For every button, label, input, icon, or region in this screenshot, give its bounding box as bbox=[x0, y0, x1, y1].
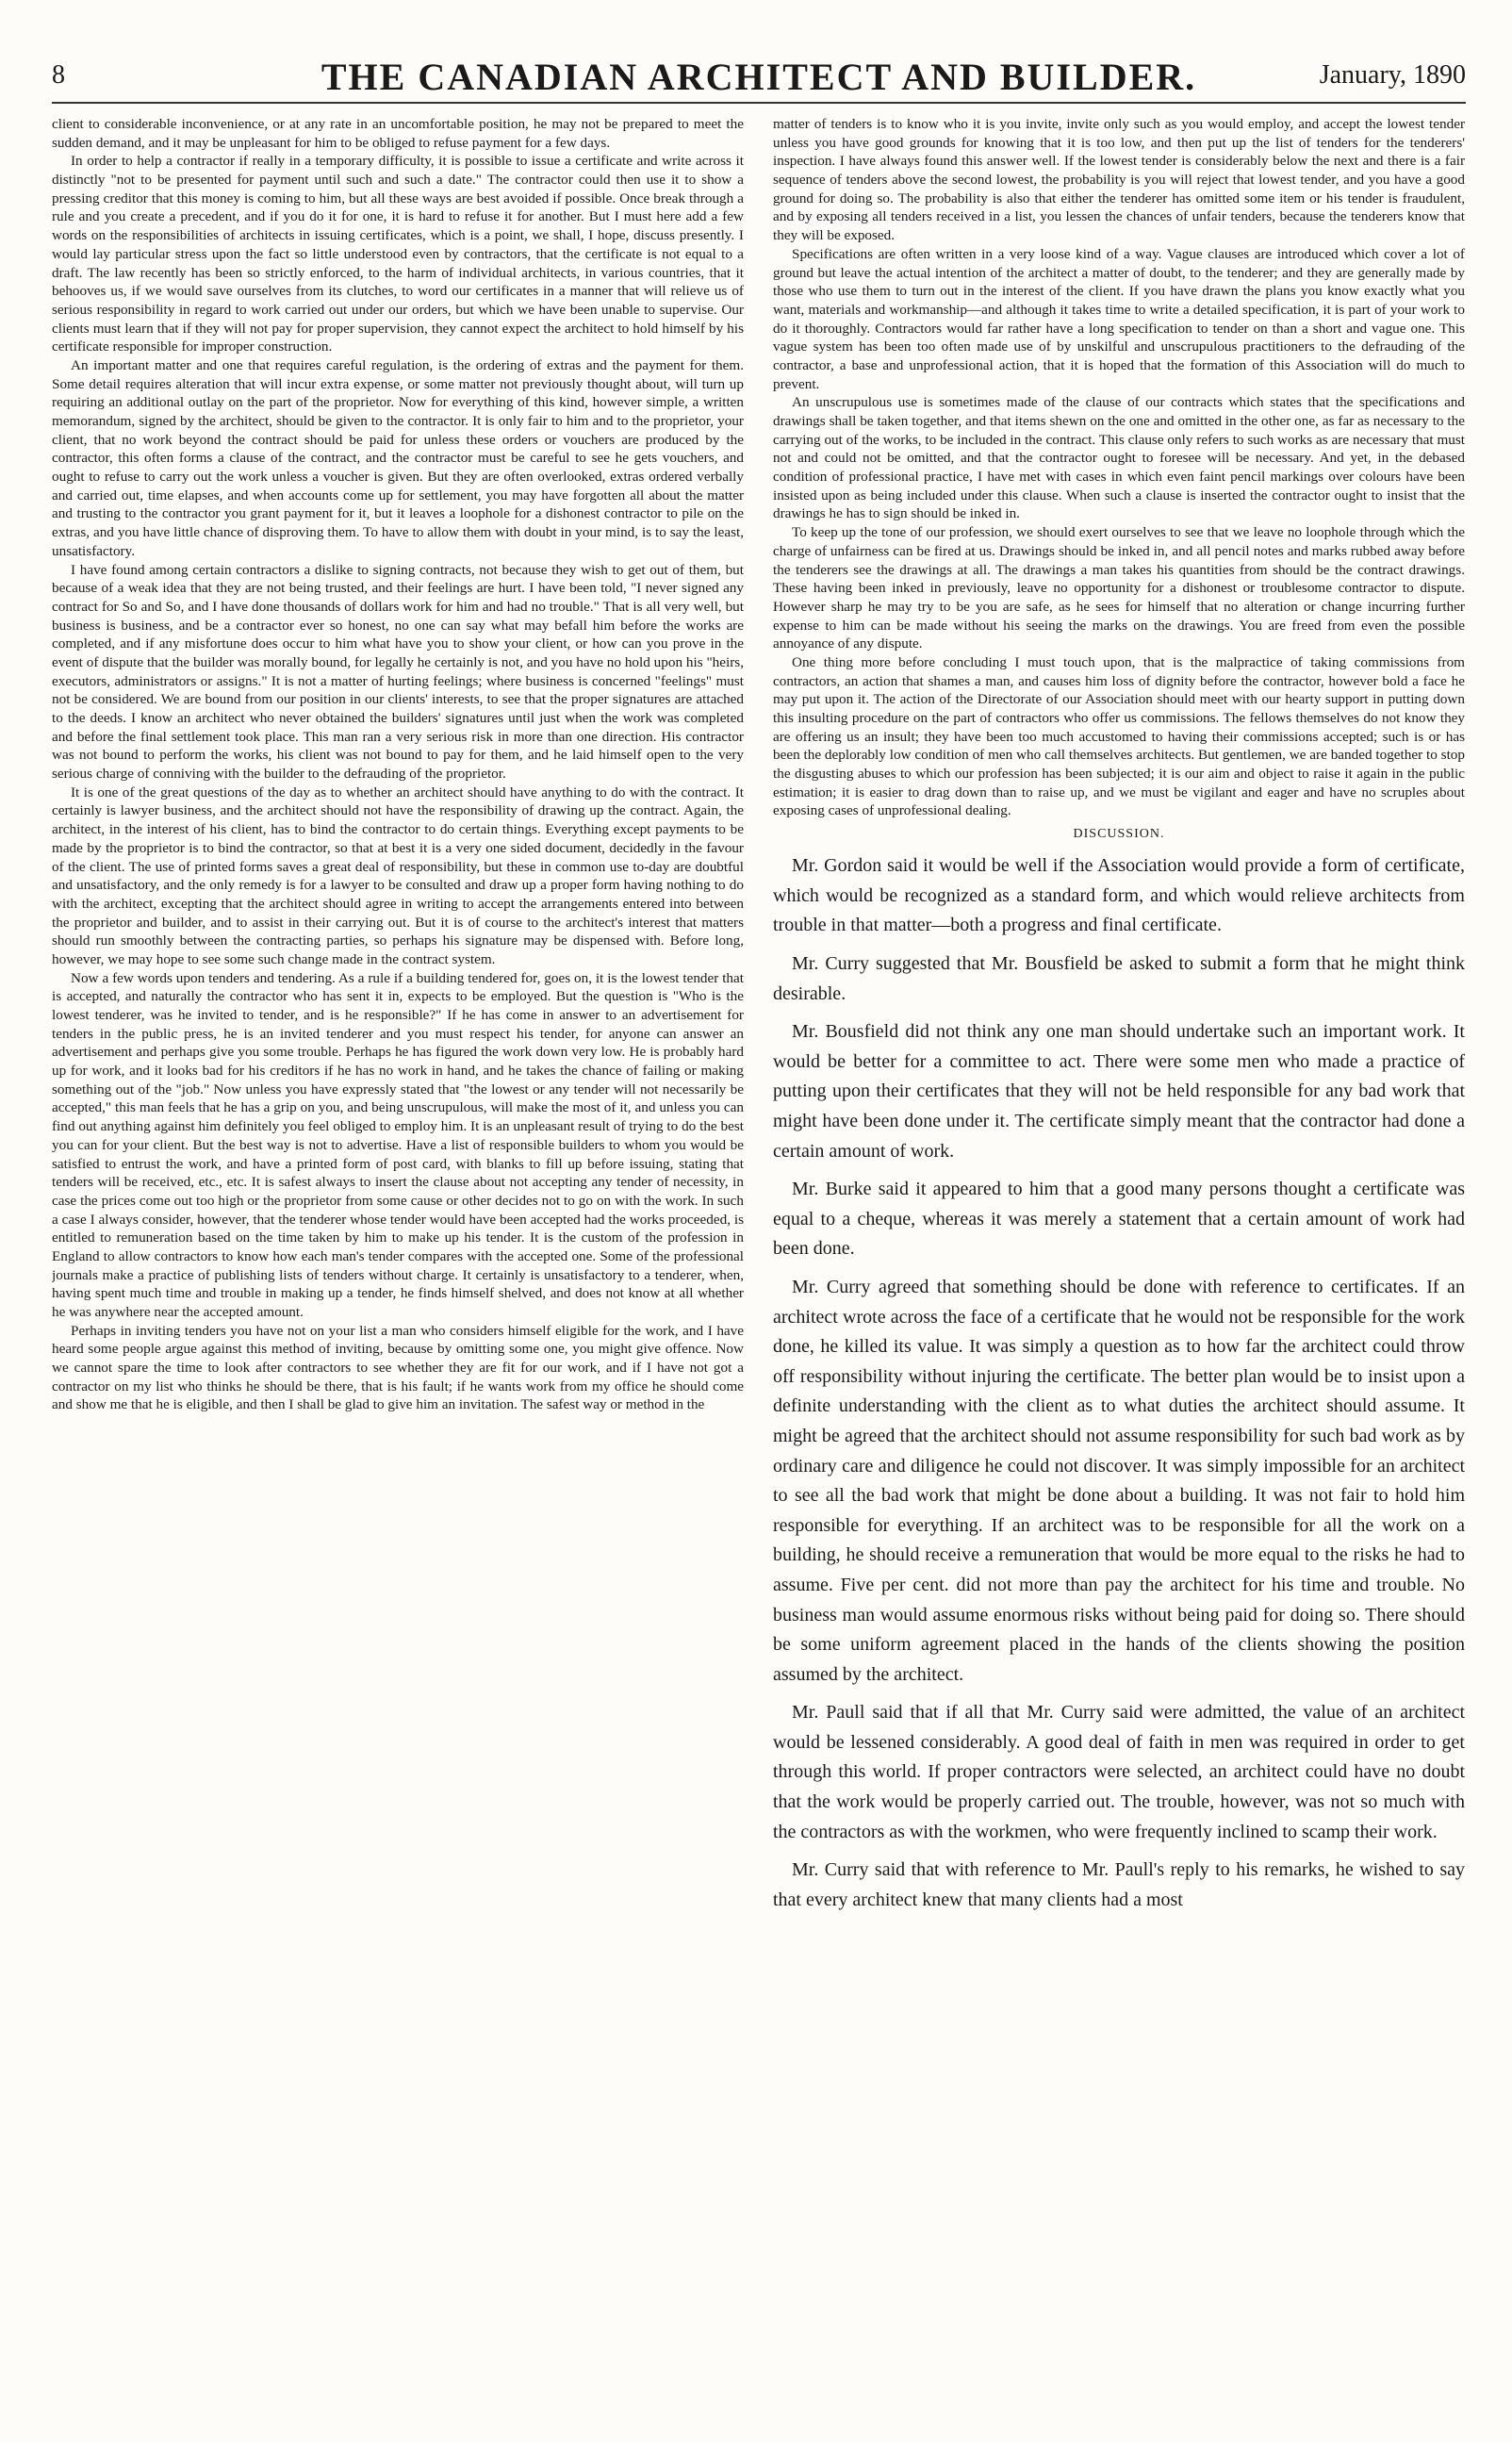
discussion-paragraph: Mr. Gordon said it would be well if the Association would provide a form of certificate, which would be recognized as a standard form, and which would relieve architects from trouble in that matter—both a progress and final certificate. bbox=[773, 855, 1465, 936]
right-column-paragraph: To keep up the tone of our profession, we should exert ourselves to see that we leave no loophole through which the charge of unfairness can be fired at us. Drawings should be inked in, and all pencil notes and marks rubbed away before the tenderers see the drawings at all. The drawings a man takes his quantities from should be the contract drawings. These having been inked in previously, leave no opportunity for a dishonest or troublesome contractor to dispute. However sharp he may try to be you are safe, as he sees for himself that no alteration or change incurring further expense to him can be made without his seeing the marks on the drawings. You are freed from even the possible annoyance of any dispute. bbox=[773, 524, 1465, 652]
discussion-paragraph: Mr. Curry said that with reference to Mr. Paull's reply to his remarks, he wished to say that every architect knew that many clients had a most bbox=[773, 1859, 1465, 1910]
left-column-paragraph: An important matter and one that requires careful regulation, is the ordering of extras and the payment for them. Some detail requires alteration that will incur extra expense, or some matter not previously thought about, will turn up requiring an additional outlay on the part of the proprietor. Now for everything of this kind, however simple, a written memorandum, signed by the architect, should be given to the contractor. It is only fair to him and to the proprietor, your client, that no work beyond the contract should be paid for unless these orders or vouchers are produced by the contractor, this often forms a clause of the contract, and the contractor must be careful to see he gets vouchers, and ought to refuse to carry out the work unless a voucher is given. But they are often overlooked, extras ordered verbally and carried out, time elapses, and when accounts come up for settlement, you may have forgotten all about the matter and trusting to the contractor you grant payment for it, but it leaves a loophole for a dishonest contractor to pile on the extras, and you have little chance of disproving them. To have to allow them with doubt in your mind, is to say the least, unsatisfactory. bbox=[52, 356, 744, 559]
left-column-paragraph: In order to help a contractor if really in a temporary difficulty, it is possible to issue a certificate and write across it distinctly "not to be presented for payment until such and such a date." The contractor could then use it to show a pressing creditor that this money is coming to him, but all these ways are best avoided if possible. Once break through a rule and you create a precedent, and if you do it for one, it is hard to refuse it for another. But I must here add a few words on the responsibilities of architects in issuing certificates, which is a point, we shall, I hope, discuss presently. I would lay particular stress upon the fact so little understood even by contractors, that the certificate is not equal to a draft. The law recently has been so strictly enforced, to the harm of individual architects, in various countries, that it behooves us, if we would save ourselves from its clutches, to word our certificates in a manner that will relieve us of serious responsibility in regard to work carried out under our orders, but which we have been unable to supervise. Our clients must learn that if they will not pay for proper supervision, they cannot expect the architect to hold himself by his certificate responsible for improper construction. bbox=[52, 153, 744, 355]
discussion-heading: DISCUSSION. bbox=[1073, 827, 1165, 842]
right-column-paragraph: matter of tenders is to know who it is you invite, invite only such as you would employ, and accept the lowest tender unless you have good grounds for knowing that it is too low, and then put up the list of tenders for the tenderers' inspection. I have always found this answer well. If the lowest tender is considerably below the next and there is a fair sequence of tenders above the second lowest, the probability is you will reject that lowest tender, and you have a good ground for doing so. The probability is also that either the tenderer has omitted some item or his tender is fraudulent, and by exposing all tenders received in a list, you lessen the chances of unfair tenders, because the tenderers know that they will be exposed. bbox=[773, 116, 1465, 244]
left-column-paragraph: Now a few words upon tenders and tendering. As a rule if a building tendered for, goes on, it is the lowest tender that is accepted, and naturally the contractor who has sent it in, expects to be employed. But the question is "Who is the lowest tenderer, was he invited to tender, and is he responsible?" If he has come in answer to an advertisement for tenders in the public press, he is an invited tenderer and you must respect his tender, for anyone can answer an advertisement and perhaps give you some trouble. Perhaps he has figured the work down very low. He is probably hard up for work, and it looks bad for his creditors if he has no work in hand, and he takes the chance of failing or making something out of the "job." Now unless you have expressly stated that "the lowest or any tender will not necessarily be accepted," this man feels that he has a grip on you, and being unscrupulous, will make the most of it, and unless you can find out anything against him definitely you feel obliged to employ him. It is an unpleasant result of trying to do the best you can for your client. But the best way is not to advertise. Have a list of responsible builders to whom you would be satisfied to entrust the work, and have a printed form of post card, with blanks to fill up before issuing, stating that tenders will be received, etc., etc. It is safest always to insert the clause about not accepting any tender of necessity, in case the prices come out too high or the proprietor from some cause or other decides not to go on with the work. In such a case I always consider, however, that the tenderer whose tender would have been accepted had the works proceeded, is entitled to remuneration based on the time taken by him to make up his tender. It is the custom of the profession in England to allow contractors to know how each man's tender compares with the accepted one. Some of the professional journals make a practice of publishing lists of tenders without charge. It certainly is unsatisfactory to a tenderer, when, having spent much time and trouble in making up a tender, he finds himself shelved, and does not know at all whether he was anywhere near the accepted amount. bbox=[52, 969, 744, 1320]
issue-date: January, 1890 bbox=[1319, 60, 1466, 90]
discussion-paragraph: Mr. Bousfield did not think any one man should undertake such an important work. It would be better for a committee to act. There were some men who made a practice of putting upon their certificates that they will not be held responsible for any bad work that might have been done under it. The certificate simply meant that the contractor had done a certain amount of work. bbox=[773, 1021, 1465, 1162]
right-column bbox=[773, 115, 1465, 2416]
discussion-paragraph: Mr. Burke said it appeared to him that a good many persons thought a certificate was equal to a cheque, whereas it was merely a statement that a certain amount of work had been done. bbox=[773, 1179, 1465, 1260]
left-column bbox=[52, 115, 744, 2416]
right-column-paragraph: Specifications are often written in a very loose kind of a way. Vague clauses are introduced which cover a lot of ground but leave the actual intention of the architect a matter of doubt, to the tenderer; and they are generally made by those who use them to turn out in the interest of the client. If you have drawn the plans you know exactly what you want, materials and workmanship—and although it takes time to write a detailed specification, it is part of your work to do it thoroughly. Contractors would far rather have a long specification to tender on than a short and vague one. This vague system has been too often made use of by unskilful and unscrupulous practitioners to the defrauding of the contractor, a base and unprofessional action, that it is hoped that the formation of this Association will do much to prevent. bbox=[773, 245, 1465, 392]
page-number: 8 bbox=[52, 60, 65, 90]
left-column-paragraph: I have found among certain contractors a dislike to signing contracts, not because they wish to get out of them, but because of a weak idea that they are not being trusted, and their feelings are hurt. I have been told, "I never signed any contract for So and So, and I have done thousands of dollars work for him and had no trouble." That is all very well, but business is business, and be a contractor ever so honest, no one can say what may befall him before the works are completed, and if any misfortune does occur to him what have you to show your client, or how can you prove in the event of dispute that the builder was morally bound, for legally he certainly is not, and you have no hold upon his "heirs, executors, administrators or assigns." It is not a matter of hurting feelings; where business is concerned "feelings" must not be considered. We are bound from our position in our clients' interests, to see that the proper signatures are attached to the deeds. I know an architect who never obtained the builders' signatures until just when the work was completed and before the final settlement took place. This man ran a very serious risk in more than one direction. His contractor was not bound to perform the works, his client was not bound to pay for them, and he laid himself open to the very serious charge of conniving with the builder to the defrauding of the proprietor. bbox=[52, 561, 744, 783]
right-column-paragraph: An unscrupulous use is sometimes made of the clause of our contracts which states that the specifications and drawings shall be taken together, and that items shewn on the one and omitted in the other one, as far as necessary to the carrying out of the works, to be included in the contract. This clause only refers to such works as are necessary that must not and could not be omitted, and that the contractor ought to foresee will be necessary. And yet, in the debased condition of professional practice, I have met with cases in which even faint pencil markings over colours have been insisted upon as being included under this clause. When such a clause is inserted the contractor ought to insist that the drawings he has to sign should be inked in. bbox=[773, 394, 1465, 522]
right-column-paragraph: One thing more before concluding I must touch upon, that is the malpractice of taking commissions from contractors, an action that shames a man, and causes him loss of dignity before the contractor, however bold a face he may put upon it. The action of the Directorate of our Association should meet with our hearty support in putting down this insulting procedure on the part of contractors who offer us commissions. The fellows themselves do not know they are offering us an insult; they have been too much accustomed to having their commissions accepted; such is or has been the deplorably low condition of men who call themselves architects. But gentlemen, we are banded together to stop the disgusting abuses to which our profession has been subjected; it is our aim and object to raise it again in the public estimation; it is easier to drag down than to raise up, and we must be vigilant and eager and have no scruples about exposing cases of unprofessional dealing. bbox=[773, 653, 1465, 819]
left-column-paragraph: It is one of the great questions of the day as to whether an architect should have anything to do with the contract. It certainly is lawyer business, and the architect should not have the responsibility of drawing up the contract. Again, the architect, in the interest of his client, has to bind the contractor to do certain things. Everything except payments to be made by the proprietor is to bind the contractor, so that at best it is a very one sided document, decidedly in the favour of the client. The use of printed forms saves a great deal of responsibility, but these in common use to-day are doubtful and unsatisfactory, and the only remedy is for a lawyer to be consulted and draw up a proper form having nothing to do with the architect, excepting that the architect should agree in writing to accept the arrangements entered into between the proprietor and builder, and to assist in their carrying out. But it is of course to the architect's interest that matters should run smoothly between the contracting parties, so perhaps his signature may be dispensed with. Before long, however, we may hope to see some such change made in the contract system. bbox=[52, 784, 744, 967]
discussion-paragraph: Mr. Paull said that if all that Mr. Curry said were admitted, the value of an architect would be lessened considerably. A good deal of faith in men was required in order to get through this world. If proper contractors were selected, an architect could have no doubt that the work would be properly carried out. The trouble, however, was not so much with the contractors as with the workmen, who were frequently inclined to scamp their work. bbox=[773, 1702, 1465, 1842]
left-column-paragraph: client to considerable inconvenience, or at any rate in an uncomfortable position, he may not be prepared to meet the sudden demand, and it may be unpleasant for him to be obliged to refuse payment for a few days. bbox=[52, 116, 744, 151]
left-column-paragraph: Perhaps in inviting tenders you have not on your list a man who considers himself eligible for the work, and I have heard some people argue against this method of inviting, because by omitting some one, you might give offence. Now we cannot spare the time to look after contractors to see whether they are fit for our work, and if I have not got a contractor on my list who thinks he should be there, that is his fault; if he wants work from my office he should come and show me that he is eligible, and then I shall be glad to give him an invitation. The safest way or method in the bbox=[52, 1322, 744, 1413]
page-header bbox=[52, 55, 1466, 96]
masthead: THE CANADIAN ARCHITECT AND BUILDER. bbox=[320, 56, 1197, 98]
header-rule bbox=[52, 102, 1466, 104]
discussion-paragraph: Mr. Curry suggested that Mr. Bousfield be asked to submit a form that he might think desirable. bbox=[773, 953, 1465, 1004]
discussion-paragraph: Mr. Curry agreed that something should be done with reference to certificates. If an architect wrote across the face of a certificate that he would not be responsible for the work done, he killed its value. It was simply a question as to how far the architect could throw off responsibility without injuring the certificate. The better plan would be to insist upon a definite understanding with the client as to what duties the architect should assume. It might be agreed that the architect should not assume responsibility for such bad work as by ordinary care and diligence he could not discover. It was simply impossible for an architect to see all the bad work that might be done about a building. It was not fair to hold him responsible for everything. If an architect was to be responsible for all the work on a building, he should receive a remuneration that would be more equal to the risks he had to assume. Five per cent. did not more than pay the architect for his time and trouble. No business man would assume enormous risks without being paid for doing so. There should be some uniform agreement placed in the hands of the clients showing the position assumed by the architect. bbox=[773, 1276, 1465, 1685]
